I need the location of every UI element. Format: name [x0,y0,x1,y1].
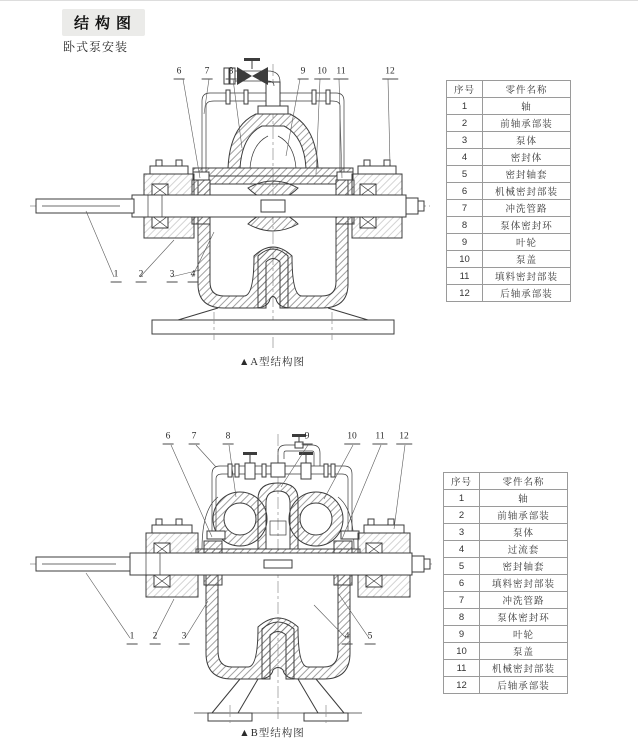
table-row [447,98,571,115]
table-cell: 5 [444,558,480,575]
table-row [444,609,568,626]
table-cell: 1 [444,490,480,507]
callout-number: 10 [314,68,330,80]
table-cell: 11 [447,268,483,285]
callout-number: 11 [372,433,387,445]
table-cell: 机械密封部装 [480,660,568,677]
table-cell: 冲洗管路 [480,592,568,609]
table-row [444,677,568,694]
table-row [447,251,571,268]
pump-shaft-a [36,195,424,217]
table-cell: 6 [447,183,483,200]
table-cell: 5 [447,166,483,183]
callout-number: 8 [226,68,237,80]
column-header: 序号 [447,81,483,98]
callout-number: 1 [127,633,138,645]
callout-number: 11 [333,68,348,80]
table-cell: 11 [444,660,480,677]
table-cell: 密封体 [483,149,571,166]
table-cell: 7 [447,200,483,217]
table-cell: 12 [447,285,483,302]
table-cell: 泵体密封环 [480,609,568,626]
table-cell: 泵盖 [483,251,571,268]
callout-number: 7 [202,68,213,80]
header-row [444,473,568,490]
table-row [447,234,571,251]
table-cell: 4 [447,149,483,166]
header-row [447,81,571,98]
table-cell: 密封轴套 [480,558,568,575]
page-title: 结构图 [62,9,145,36]
table-row [444,541,568,558]
callout-number: 10 [344,433,360,445]
table-cell: 4 [444,541,480,558]
table-cell: 8 [447,217,483,234]
table-cell: 1 [447,98,483,115]
table-row [444,524,568,541]
callout-number: 2 [150,633,161,645]
table-row [447,115,571,132]
table-cell: 10 [447,251,483,268]
table-cell: 3 [444,524,480,541]
table-cell: 前轴承部装 [480,507,568,524]
table-row [444,660,568,677]
table-cell: 8 [444,609,480,626]
table-row [447,132,571,149]
table-row [444,575,568,592]
table-row [444,643,568,660]
callout-number: 9 [298,68,309,80]
figure-b-caption: ▲B型结构图 [239,728,305,739]
table-row [447,217,571,234]
callout-number: 5 [365,633,376,645]
table-cell: 过流套 [480,541,568,558]
table-cell: 填料密封部装 [480,575,568,592]
column-header: 零件名称 [480,473,568,490]
table-cell: 12 [444,677,480,694]
column-header: 零件名称 [483,81,571,98]
parts-table-b [443,472,568,694]
table-cell: 后轴承部装 [480,677,568,694]
table-cell: 6 [444,575,480,592]
table-row [444,490,568,507]
pump-cross-section-a [28,56,438,356]
table-cell: 泵盖 [480,643,568,660]
table-cell: 3 [447,132,483,149]
table-cell: 10 [444,643,480,660]
callout-number: 12 [382,68,398,80]
pump-cross-section-b [28,429,448,729]
callout-number: 6 [174,68,185,80]
table-cell: 后轴承部装 [483,285,571,302]
callout-number: 4 [188,271,199,283]
column-header: 序号 [444,473,480,490]
table-cell: 2 [444,507,480,524]
table-cell: 9 [447,234,483,251]
table-cell: 冲洗管路 [483,200,571,217]
table-cell: 2 [447,115,483,132]
table-cell: 泵体 [483,132,571,149]
table-cell: 叶轮 [480,626,568,643]
callout-number: 7 [189,433,200,445]
callout-number: 3 [179,633,190,645]
table-row [447,268,571,285]
pump-shaft-b [36,553,430,575]
table-row [447,183,571,200]
table-cell: 叶轮 [483,234,571,251]
table-row [447,166,571,183]
discharge-valve-a [224,58,288,114]
table-cell: 密封轴套 [483,166,571,183]
callout-number: 4 [342,633,353,645]
callout-number: 8 [223,433,234,445]
table-cell: 泵体 [480,524,568,541]
callout-number: 9 [302,433,313,445]
table-cell: 9 [444,626,480,643]
table-cell: 机械密封部装 [483,183,571,200]
table-cell: 轴 [480,490,568,507]
table-row [447,200,571,217]
callout-number: 6 [163,433,174,445]
table-row [444,592,568,609]
parts-table-a [446,80,571,302]
figure-a-caption: ▲A型结构图 [239,357,305,368]
table-cell: 前轴承部装 [483,115,571,132]
table-row [447,149,571,166]
callout-number: 2 [136,271,147,283]
table-cell: 7 [444,592,480,609]
callout-number: 12 [396,433,412,445]
callout-number: 1 [111,271,122,283]
table-row [444,507,568,524]
table-row [444,626,568,643]
callout-number: 3 [167,271,178,283]
table-row [447,285,571,302]
table-cell: 轴 [483,98,571,115]
table-row [444,558,568,575]
page-subtitle: 卧式泵安装 [63,40,129,54]
table-cell: 泵体密封环 [483,217,571,234]
table-cell: 填料密封部装 [483,268,571,285]
